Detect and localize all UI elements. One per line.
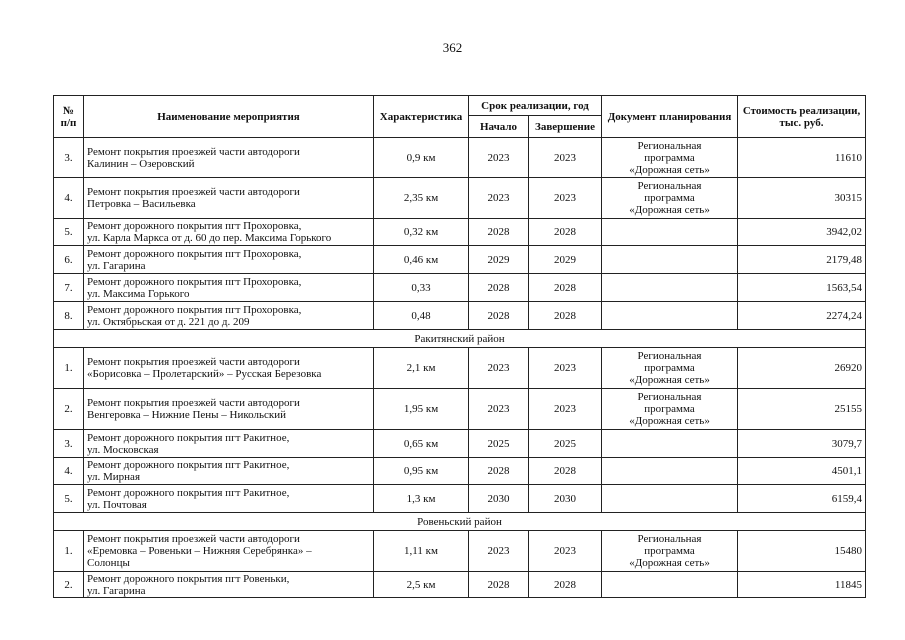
row-number: 2. bbox=[54, 389, 84, 430]
row-document-line: программа bbox=[644, 151, 695, 164]
row-end-year: 2028 bbox=[529, 274, 602, 302]
row-characteristic: 0,9 км bbox=[374, 138, 469, 178]
row-number: 1. bbox=[54, 531, 84, 572]
row-number: 4. bbox=[54, 178, 84, 219]
row-cost: 6159,4 bbox=[738, 485, 866, 513]
row-cost: 25155 bbox=[738, 389, 866, 430]
row-document bbox=[602, 389, 738, 430]
table-row bbox=[54, 572, 866, 598]
table-row bbox=[54, 246, 866, 274]
row-characteristic: 1,95 км bbox=[374, 389, 469, 430]
row-start-year: 2028 bbox=[469, 219, 529, 246]
table-row bbox=[54, 430, 866, 458]
row-document bbox=[602, 274, 738, 302]
row-document-line: «Дорожная сеть» bbox=[629, 163, 710, 176]
row-name-line: Петровка – Васильевка bbox=[87, 198, 196, 210]
row-name-line: «Борисовка – Пролетарский» – Русская Березовка bbox=[87, 368, 322, 380]
row-number: 8. bbox=[54, 302, 84, 330]
row-characteristic: 0,65 км bbox=[374, 430, 469, 458]
row-cost: 1563,54 bbox=[738, 274, 866, 302]
row-name-line: ул. Московская bbox=[87, 443, 159, 456]
table-row bbox=[54, 531, 866, 572]
row-name-line: Ремонт покрытия проезжей части автодороги bbox=[87, 145, 300, 158]
table-row bbox=[54, 302, 866, 330]
row-characteristic: 0,95 км bbox=[374, 458, 469, 485]
row-characteristic: 2,1 км bbox=[374, 348, 469, 389]
section-label: Ракитянский район bbox=[54, 330, 866, 348]
table-body bbox=[54, 138, 866, 598]
row-cost: 11610 bbox=[738, 138, 866, 178]
row-end-year: 2028 bbox=[529, 219, 602, 246]
row-name-line: Ремонт дорожного покрытия пгт Ракитное, bbox=[87, 486, 290, 499]
row-name-line: Ремонт дорожного покрытия пгт Прохоровка, bbox=[87, 247, 302, 260]
header-name: Наименование мероприятия bbox=[84, 96, 374, 138]
row-name-line: Ремонт дорожного покрытия пгт Ракитное, bbox=[87, 431, 290, 444]
row-document bbox=[602, 178, 738, 219]
row-name-line: ул. Почтовая bbox=[87, 498, 147, 511]
row-start-year: 2030 bbox=[469, 485, 529, 513]
row-name-line: Ремонт дорожного покрытия пгт Ровеньки, bbox=[87, 572, 290, 585]
row-end-year: 2023 bbox=[529, 178, 602, 219]
header-cost: Стоимость реализации, тыс. руб. bbox=[738, 96, 866, 138]
row-cost: 15480 bbox=[738, 531, 866, 572]
row-cost: 3079,7 bbox=[738, 430, 866, 458]
row-name bbox=[84, 389, 374, 430]
row-name-line: ул. Карла Маркса от д. 60 до пер. Максима Горького bbox=[87, 232, 332, 244]
row-number: 4. bbox=[54, 458, 84, 485]
row-document-line: «Дорожная сеть» bbox=[629, 415, 710, 427]
row-start-year: 2023 bbox=[469, 389, 529, 430]
row-start-year: 2023 bbox=[469, 348, 529, 389]
row-end-year: 2030 bbox=[529, 485, 602, 513]
row-start-year: 2029 bbox=[469, 246, 529, 274]
row-name bbox=[84, 531, 374, 572]
row-document bbox=[602, 430, 738, 458]
roads-table bbox=[53, 95, 866, 598]
row-document-line: программа bbox=[644, 403, 695, 415]
table-row bbox=[54, 219, 866, 246]
row-number: 6. bbox=[54, 246, 84, 274]
row-document bbox=[602, 572, 738, 598]
row-name bbox=[84, 302, 374, 330]
row-name bbox=[84, 458, 374, 485]
row-characteristic: 1,11 км bbox=[374, 531, 469, 572]
row-name bbox=[84, 430, 374, 458]
header-period: Срок реализации, год bbox=[469, 96, 602, 116]
row-name-line: «Еремовка – Ровеньки – Нижняя Серебрянка» – bbox=[87, 545, 312, 557]
row-name bbox=[84, 178, 374, 219]
row-document-line: Региональная bbox=[637, 391, 702, 403]
header-end: Завершение bbox=[529, 116, 602, 138]
row-name bbox=[84, 219, 374, 246]
row-number: 3. bbox=[54, 138, 84, 178]
section-row bbox=[54, 330, 866, 348]
row-characteristic: 2,35 км bbox=[374, 178, 469, 219]
table-row bbox=[54, 389, 866, 430]
row-document-line: Региональная bbox=[637, 533, 702, 545]
row-document bbox=[602, 485, 738, 513]
table-row bbox=[54, 178, 866, 219]
row-number: 1. bbox=[54, 348, 84, 389]
page-number: 362 bbox=[442, 40, 463, 55]
row-number: 5. bbox=[54, 485, 84, 513]
row-name-line: Ремонт покрытия проезжей части автодороги bbox=[87, 356, 300, 368]
row-document-line: «Дорожная сеть» bbox=[629, 374, 710, 386]
row-name-line: ул. Гагарина bbox=[87, 584, 146, 597]
row-characteristic: 0,33 bbox=[374, 274, 469, 302]
row-name-line: ул. Гагарина bbox=[87, 259, 146, 272]
header-document: Документ планирования bbox=[602, 96, 738, 138]
row-cost: 26920 bbox=[738, 348, 866, 389]
row-end-year: 2023 bbox=[529, 389, 602, 430]
row-end-year: 2028 bbox=[529, 572, 602, 598]
row-cost: 4501,1 bbox=[738, 458, 866, 485]
row-name-line: Ремонт дорожного покрытия пгт Прохоровка, bbox=[87, 220, 302, 232]
table-row bbox=[54, 138, 866, 178]
table-row bbox=[54, 458, 866, 485]
row-name-line: Ремонт покрытия проезжей части автодороги bbox=[87, 186, 300, 198]
row-name bbox=[84, 485, 374, 513]
row-start-year: 2028 bbox=[469, 302, 529, 330]
row-document bbox=[602, 531, 738, 572]
row-name-line: ул. Октябрьская от д. 221 до д. 209 bbox=[87, 315, 250, 328]
row-characteristic: 1,3 км bbox=[374, 485, 469, 513]
row-end-year: 2023 bbox=[529, 348, 602, 389]
row-name-line: Ремонт покрытия проезжей части автодороги bbox=[87, 533, 300, 545]
row-characteristic: 0,46 км bbox=[374, 246, 469, 274]
row-characteristic: 2,5 км bbox=[374, 572, 469, 598]
row-cost: 2274,24 bbox=[738, 302, 866, 330]
row-document bbox=[602, 348, 738, 389]
row-name bbox=[84, 138, 374, 178]
row-characteristic: 0,48 bbox=[374, 302, 469, 330]
row-cost: 11845 bbox=[738, 572, 866, 598]
table-row bbox=[54, 274, 866, 302]
row-name-line: ул. Максима Горького bbox=[87, 287, 190, 300]
row-document-line: программа bbox=[644, 362, 695, 374]
row-start-year: 2028 bbox=[469, 572, 529, 598]
row-name bbox=[84, 572, 374, 598]
row-name bbox=[84, 246, 374, 274]
row-cost: 2179,48 bbox=[738, 246, 866, 274]
table-row bbox=[54, 348, 866, 389]
row-name bbox=[84, 348, 374, 389]
row-start-year: 2023 bbox=[469, 178, 529, 219]
header-characteristic: Характеристика bbox=[374, 96, 469, 138]
row-end-year: 2023 bbox=[529, 138, 602, 178]
row-number: 2. bbox=[54, 572, 84, 598]
row-document-line: программа bbox=[644, 545, 695, 557]
row-end-year: 2028 bbox=[529, 302, 602, 330]
row-name bbox=[84, 274, 374, 302]
row-document-line: «Дорожная сеть» bbox=[629, 557, 710, 569]
row-number: 3. bbox=[54, 430, 84, 458]
row-document bbox=[602, 302, 738, 330]
row-start-year: 2028 bbox=[469, 274, 529, 302]
row-name-line: Ремонт дорожного покрытия пгт Прохоровка, bbox=[87, 275, 302, 288]
row-end-year: 2025 bbox=[529, 430, 602, 458]
row-document-line: программа bbox=[644, 192, 695, 204]
row-name-line: Ремонт покрытия проезжей части автодороги bbox=[87, 397, 300, 409]
section-label: Ровеньский район bbox=[54, 513, 866, 531]
header-start: Начало bbox=[469, 116, 529, 138]
header-num: № п/п bbox=[54, 96, 84, 138]
row-number: 7. bbox=[54, 274, 84, 302]
row-end-year: 2023 bbox=[529, 531, 602, 572]
row-name-line: Венгеровка – Нижние Пены – Никольский bbox=[87, 409, 287, 421]
row-name-line: Ремонт дорожного покрытия пгт Прохоровка, bbox=[87, 303, 302, 316]
section-row bbox=[54, 513, 866, 531]
row-name-line: Солонцы bbox=[87, 557, 130, 569]
row-document bbox=[602, 246, 738, 274]
row-cost: 30315 bbox=[738, 178, 866, 219]
row-document bbox=[602, 219, 738, 246]
row-end-year: 2029 bbox=[529, 246, 602, 274]
row-document bbox=[602, 138, 738, 178]
row-characteristic: 0,32 км bbox=[374, 219, 469, 246]
row-end-year: 2028 bbox=[529, 458, 602, 485]
row-name-line: ул. Мирная bbox=[87, 471, 141, 483]
row-document-line: Региональная bbox=[637, 139, 702, 152]
row-document-line: Региональная bbox=[637, 180, 702, 192]
row-document-line: Региональная bbox=[637, 350, 702, 362]
row-start-year: 2028 bbox=[469, 458, 529, 485]
row-document-line: «Дорожная сеть» bbox=[629, 204, 710, 216]
row-name-line: Калинин – Озеровский bbox=[87, 157, 195, 170]
row-number: 5. bbox=[54, 219, 84, 246]
row-cost: 3942,02 bbox=[738, 219, 866, 246]
row-name-line: Ремонт дорожного покрытия пгт Ракитное, bbox=[87, 459, 290, 471]
row-start-year: 2025 bbox=[469, 430, 529, 458]
row-document bbox=[602, 458, 738, 485]
table-row bbox=[54, 485, 866, 513]
row-start-year: 2023 bbox=[469, 531, 529, 572]
row-start-year: 2023 bbox=[469, 138, 529, 178]
